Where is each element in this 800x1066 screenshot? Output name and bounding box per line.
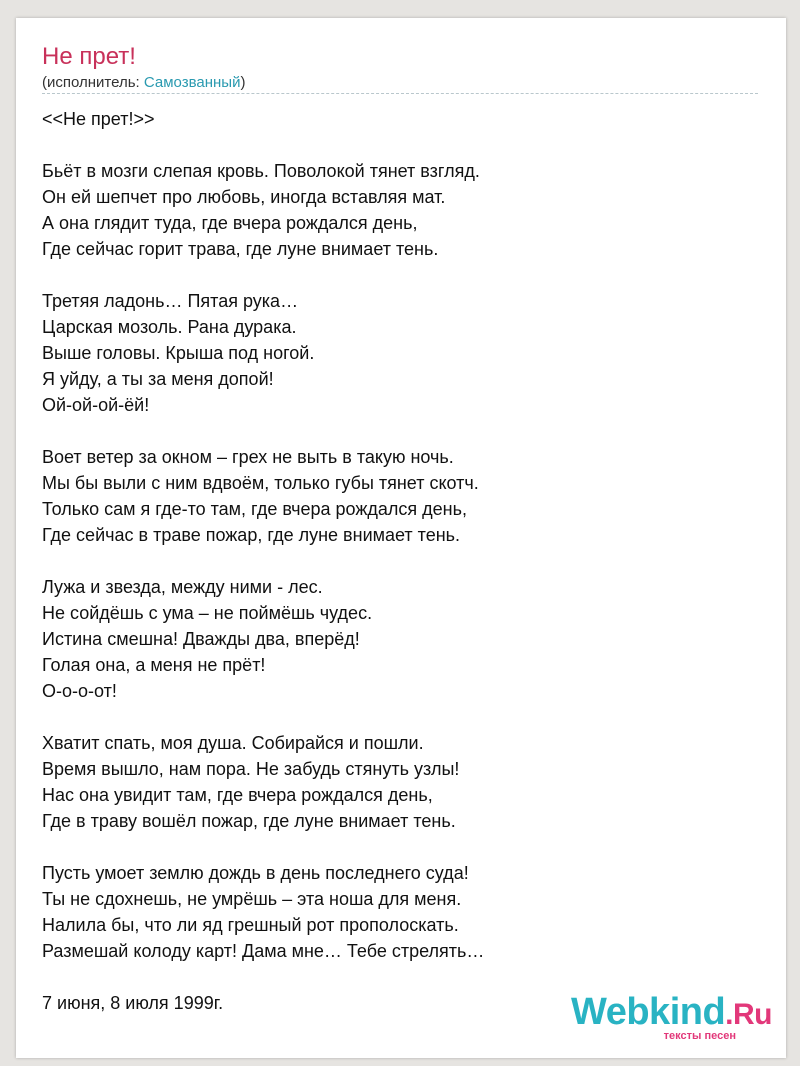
- lyric-line: Воет ветер за окном – грех не выть в такую ночь.: [42, 447, 454, 467]
- stanza-gap: [42, 834, 762, 860]
- lyric-line: А она глядит туда, где вчера рождался день,: [42, 213, 418, 233]
- lyric-line: Где в траву вошёл пожар, где луне внимает тень.: [42, 811, 456, 831]
- lyric-line: Пусть умоет землю дождь в день последнего суда!: [42, 863, 469, 883]
- lyric-line: Где сейчас горит трава, где луне внимает тень.: [42, 239, 439, 259]
- lyric-line: Он ей шепчет про любовь, иногда вставляя мат.: [42, 187, 446, 207]
- lyric-line: Мы бы выли с ним вдвоём, только губы тянет скотч.: [42, 473, 479, 493]
- logo-wordmark: [571, 993, 772, 1034]
- lyric-line: Время вышло, нам пора. Не забудь стянуть узлы!: [42, 759, 460, 779]
- stanza-gap: [42, 262, 762, 288]
- lyric-line: Я уйду, а ты за меня допой!: [42, 369, 274, 389]
- site-logo[interactable]: [571, 993, 772, 1042]
- lyric-line: Налила бы, что ли яд грешный рот прополоскать.: [42, 915, 459, 935]
- stanza-gap: [42, 964, 762, 990]
- lyric-line: Размешай колоду карт! Дама мне… Тебе стрелять…: [42, 941, 485, 961]
- stanza-gap: [42, 418, 762, 444]
- lyric-line: <<Не прет!>>: [42, 109, 155, 129]
- lyric-line: Лужа и звезда, между ними - лес.: [42, 577, 323, 597]
- lyric-line: О-о-о-от!: [42, 681, 117, 701]
- lyric-line: Хватит спать, моя душа. Собирайся и пошли.: [42, 733, 424, 753]
- lyric-line: Ой-ой-ой-ёй!: [42, 395, 150, 415]
- lyrics-card: [16, 18, 786, 1058]
- lyric-line: 7 июня, 8 июля 1999г.: [42, 993, 224, 1013]
- lyric-line: Бьёт в мозги слепая кровь. Поволокой тянет взгляд.: [42, 161, 480, 181]
- lyric-line: Нас она увидит там, где вчера рождался день,: [42, 785, 433, 805]
- lyric-line: Третяя ладонь… Пятая рука…: [42, 291, 299, 311]
- lyric-line: Истина смешна! Дважды два, вперёд!: [42, 629, 360, 649]
- logo-tld: .Ru: [725, 998, 772, 1031]
- lyric-line: Ты не сдохнешь, не умрёшь – эта ноша для меня.: [42, 889, 462, 909]
- lyric-line: Царская мозоль. Рана дурака.: [42, 317, 297, 337]
- artist-link[interactable]: Самозванный: [143, 74, 241, 91]
- stanza-gap: [42, 704, 762, 730]
- song-subtitle: [42, 74, 245, 92]
- song-title: Не прет!: [42, 43, 136, 70]
- stanza-gap: [42, 132, 762, 158]
- dashed-divider: [42, 93, 758, 94]
- lyric-line: Где сейчас в траве пожар, где луне внимает тень.: [42, 525, 461, 545]
- logo-name: Webkind: [571, 991, 726, 1033]
- lyric-line: Не сойдёшь с ума – не поймёшь чудес.: [42, 603, 373, 623]
- lyric-line: Выше головы. Крыша под ногой.: [42, 343, 315, 363]
- logo-tagline: тексты песен: [663, 1030, 736, 1042]
- lyric-line: Голая она, а меня не прёт!: [42, 655, 266, 675]
- lyric-line: Только сам я где-то там, где вчера рождался день,: [42, 499, 467, 519]
- subtitle-prefix: (исполнитель:: [42, 74, 144, 91]
- lyrics-body: [42, 106, 762, 1016]
- subtitle-suffix: ): [240, 74, 246, 91]
- stanza-gap: [42, 548, 762, 574]
